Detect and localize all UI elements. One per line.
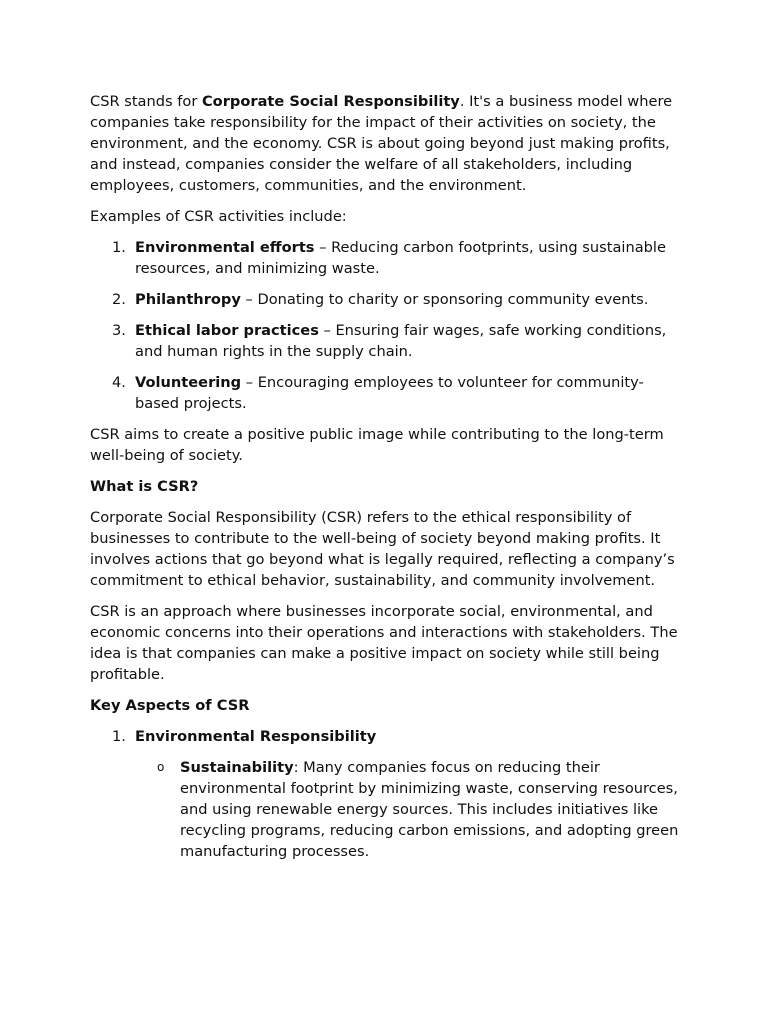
list-item xyxy=(90,320,680,362)
list-item xyxy=(90,289,680,310)
what-paragraph-2: CSR is an approach where businesses incorporate social, environmental, and economic concerns into their operations and interactions with stakeholders. The idea is that companies can make a positive impact on society while still being profitable. xyxy=(90,603,678,683)
list-number: 1. xyxy=(112,728,126,745)
what-is-csr-heading: What is CSR? xyxy=(90,478,199,495)
example-text: – Donating to charity or sponsoring community events. xyxy=(240,291,649,308)
example-title: Philanthropy xyxy=(135,291,241,308)
aim-paragraph: CSR aims to create a positive public image while contributing to the long-term well-being of society. xyxy=(90,426,664,464)
sub-title: Sustainability xyxy=(180,759,294,776)
what-paragraph-1: Corporate Social Responsibility (CSR) refers to the ethical responsibility of businesses to contribute to the well-being of society beyond making profits. It involves actions that go beyond what is legally required, reflecting a company’s commitment to ethical behavior, sustainability, and community involvement. xyxy=(90,509,675,589)
intro-paragraph xyxy=(90,91,680,196)
list-item xyxy=(90,726,680,862)
list-item xyxy=(90,372,680,414)
examples-list xyxy=(90,237,680,414)
example-title: Volunteering xyxy=(135,374,242,391)
circle-bullet-icon: o xyxy=(157,760,165,774)
aspect-title: Environmental Responsibility xyxy=(135,728,377,745)
sub-text: : Many companies focus on reducing their environmental footprint by minimizing waste, conserving resources, and using renewable energy sources. This includes initiatives like recycling programs, reducing carbon emissions, and adopting green manufacturing processes. xyxy=(180,759,679,860)
document-body xyxy=(90,91,680,872)
example-text: – Ensuring fair wages, safe working conditions, and human rights in the supply chain. xyxy=(135,322,667,360)
intro-prefix: CSR stands for xyxy=(90,93,202,110)
intro-bold-term: Corporate Social Responsibility xyxy=(201,93,460,110)
example-title: Environmental efforts xyxy=(135,239,315,256)
aspect-sublist xyxy=(135,757,680,862)
list-number: 1. xyxy=(112,239,126,256)
example-text: – Reducing carbon footprints, using sustainable resources, and minimizing waste. xyxy=(135,239,666,277)
list-number: 3. xyxy=(112,322,126,339)
key-aspects-heading: Key Aspects of CSR xyxy=(90,697,250,714)
list-item xyxy=(90,237,680,279)
list-number: 2. xyxy=(112,291,126,308)
sublist-item xyxy=(135,757,680,862)
example-text: – Encouraging employees to volunteer for community-based projects. xyxy=(135,374,644,412)
key-aspects-list xyxy=(90,726,680,862)
example-title: Ethical labor practices xyxy=(135,322,319,339)
examples-intro: Examples of CSR activities include: xyxy=(90,208,347,225)
intro-suffix: . It's a business model where companies take responsibility for the impact of their activities on society, the environment, and the economy. CSR is about going beyond just making profits, and instead, companies consider the welfare of all stakeholders, including employees, customers, communities, and the environment. xyxy=(90,93,673,194)
list-number: 4. xyxy=(112,374,126,391)
